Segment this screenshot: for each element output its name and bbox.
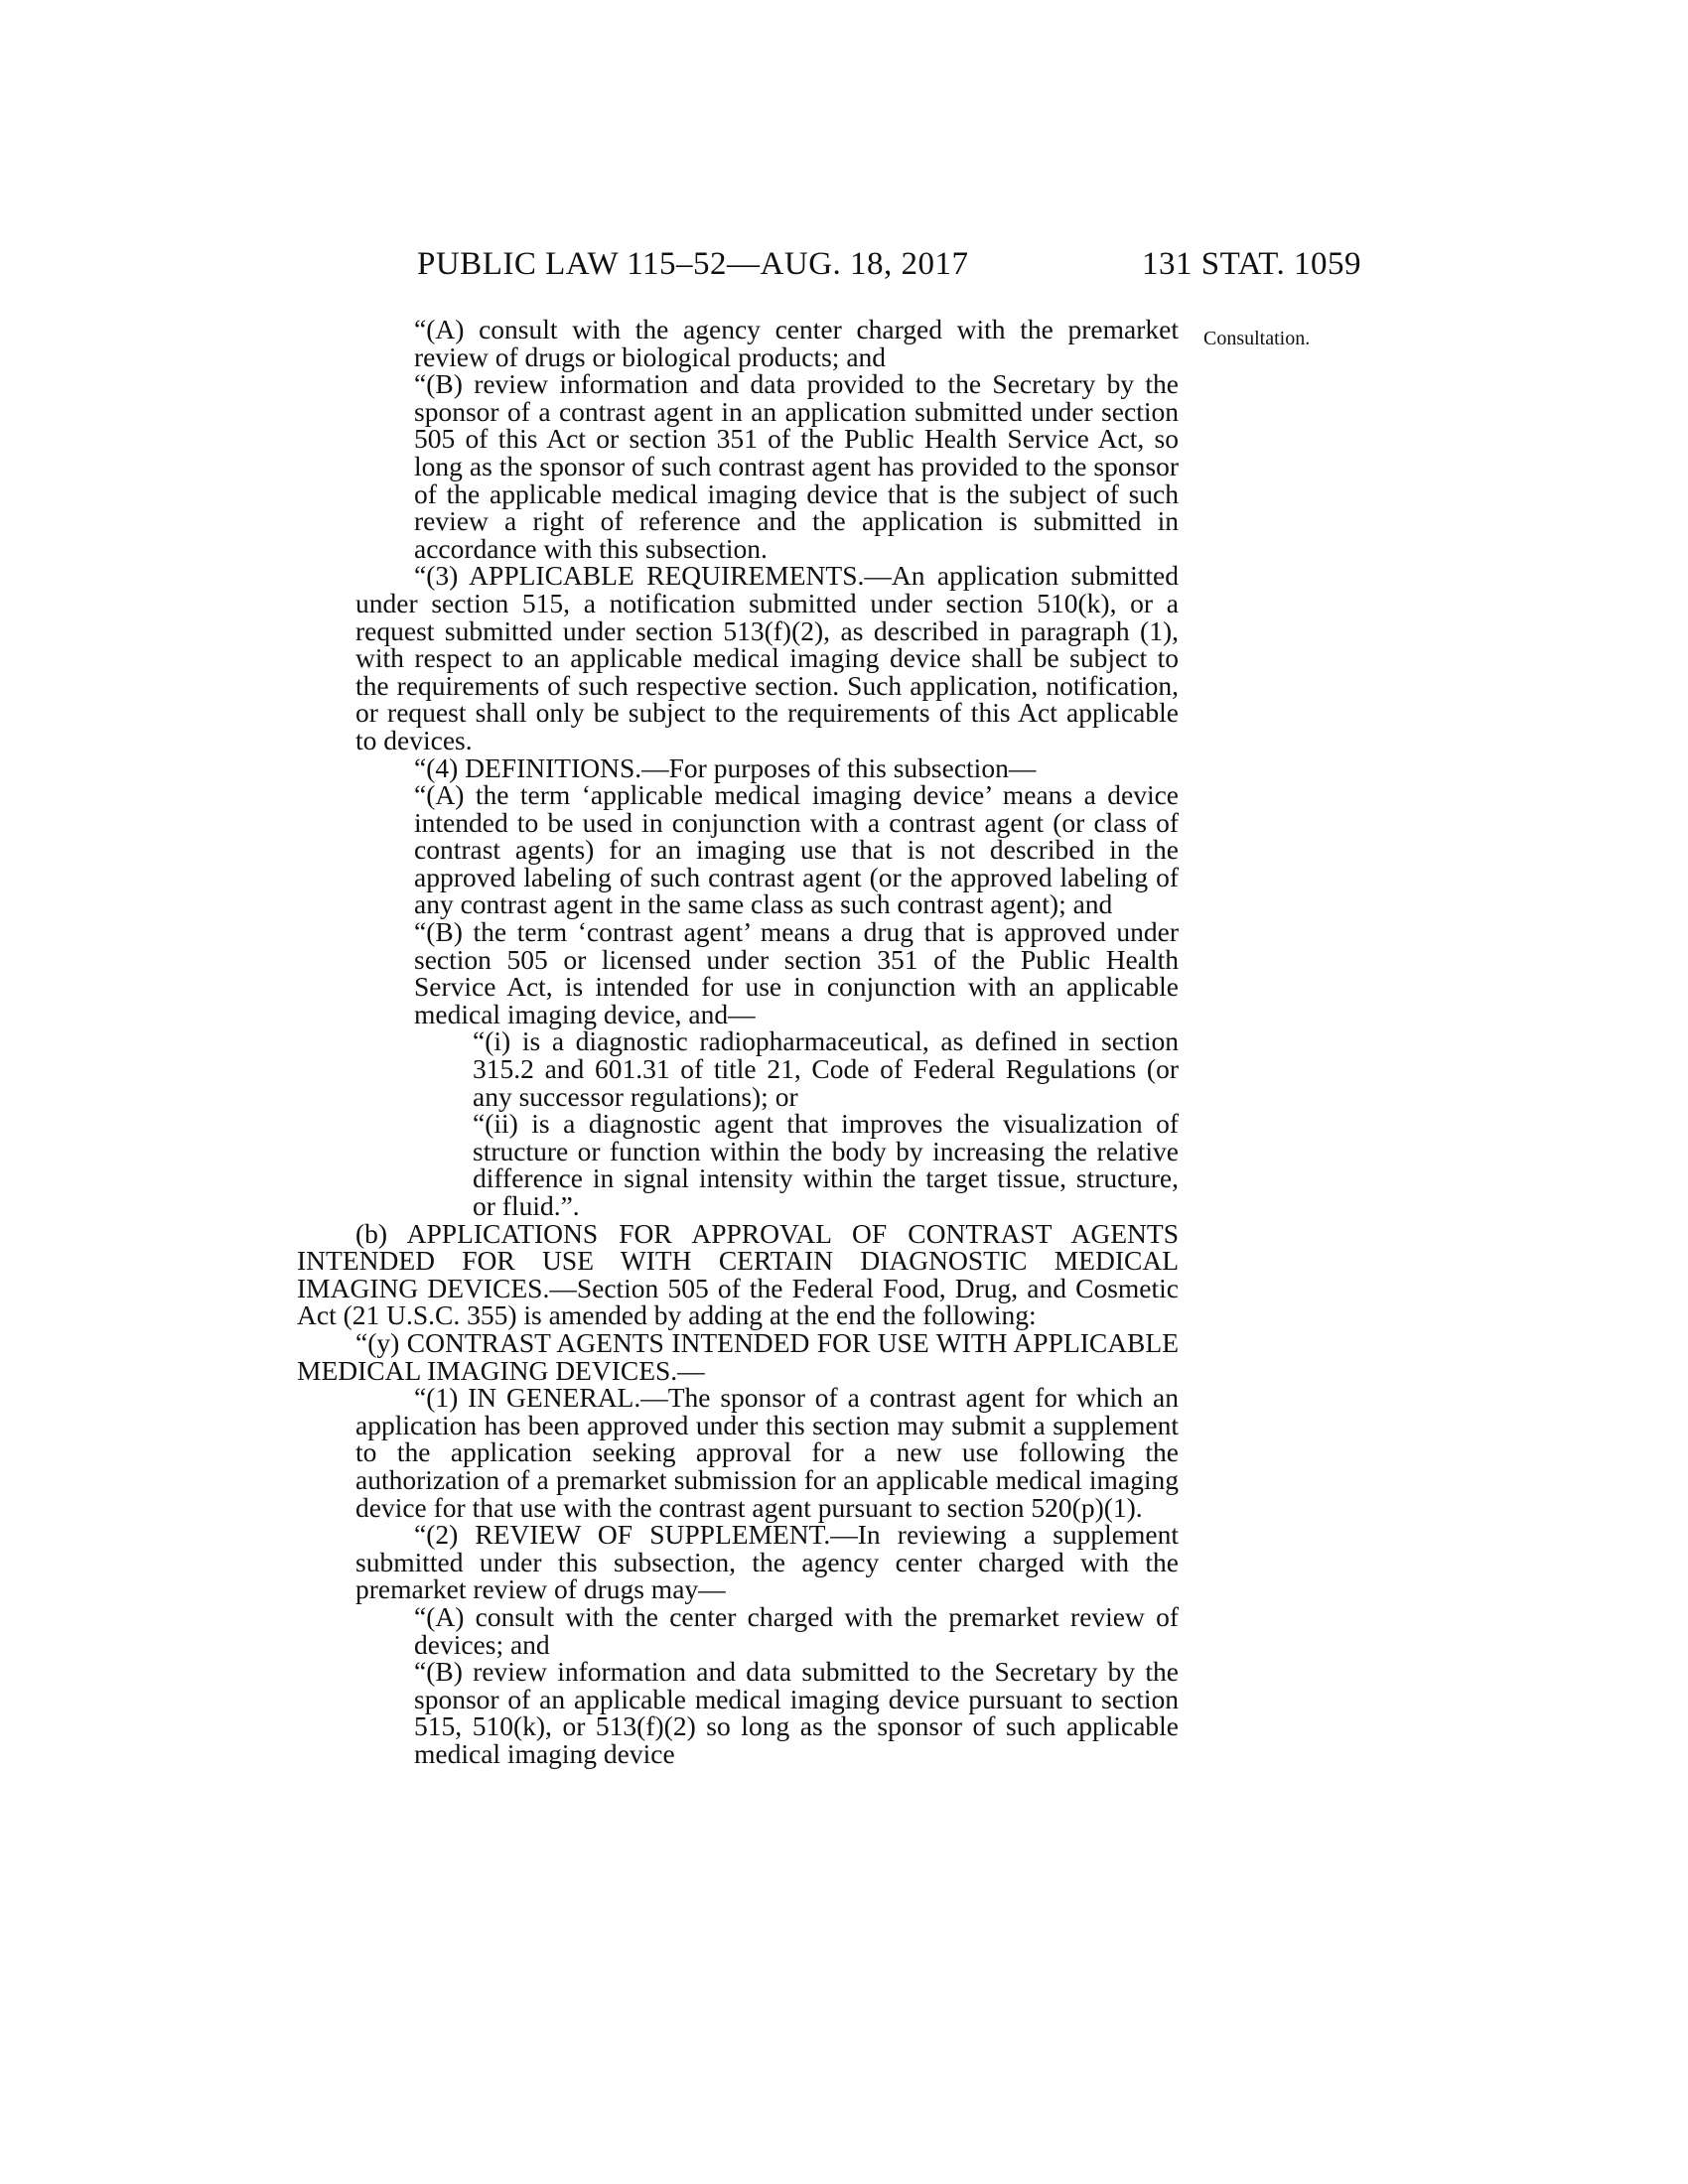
clause-ii: “(ii) is a diagnostic agent that improves the visualization of structure or function within the body by increasing the relative difference in signal intensity within the target tissue, structure, or fluid.”. — [473, 1108, 1179, 1221]
paragraph-b-review: “(B) review information and data provided to the Secretary by the sponsor of a contrast agent in an application submitted under section 505 of this Act or section 351 of the Public Health Service Act, so long as the sponsor of such contrast agent has provided to the sponsor of the applicable medical imaging device that is the subject of such review a right of reference and the application is submitted in accordance with this subsection. — [414, 368, 1179, 564]
paragraph-4a-device-term: “(A) the term ‘applicable medical imaging device’ means a device intended to be used in conjunction with a contrast agent (or class of contrast agents) for an imaging use that is not described in the approved labeling of such contrast agent (or the approved labeling of any contrast agent in the same class as such contrast agent); and — [414, 779, 1179, 920]
page-header-title: PUBLIC LAW 115–52—AUG. 18, 2017 — [417, 246, 969, 282]
paragraph-a-consult: “(A) consult with the agency center charged with the premarket review of drugs or biological products; and — [414, 314, 1179, 372]
paragraph-4b-agent-term: “(B) the term ‘contrast agent’ means a drug that is approved under section 505 or licensed under section 351 of the Public Health Service Act, is intended for use in conjunction with an applicable medical imaging device, and— — [414, 916, 1179, 1029]
subsection-b-heading: (b) APPLICATIONS FOR APPROVAL OF CONTRAST AGENTS INTENDED FOR USE WITH CERTAIN DIAGNOSTIC MEDICAL IMAGING DEVICES.—Section 505 of the Federal Food, Drug, and Cosmetic Act (21 U.S.C. 355) is amended by adding at the end the following: — [297, 1217, 1179, 1331]
paragraph-y2b-review: “(B) review information and data submitted to the Secretary by the sponsor of an applicable medical imaging device pursuant to section 515, 510(k), or 513(f)(2) so long as the sponsor of such applicable medical imaging device — [414, 1656, 1179, 1769]
statute-body — [297, 316, 1179, 1767]
clause-i: “(i) is a diagnostic radiopharmaceutical, as defined in section 315.2 and 601.31 of title 21, Code of Federal Regulations (or any successor regulations); or — [473, 1025, 1179, 1112]
margin-note: Consultation. — [1203, 328, 1311, 349]
paragraph-y2-review: “(2) REVIEW OF SUPPLEMENT.—In reviewing a supplement submitted under this subsection, the agency center charged with the premarket review of drugs may— — [355, 1519, 1179, 1605]
paragraph-3-requirements: “(3) APPLICABLE REQUIREMENTS.—An application submitted under section 515, a notification submitted under section 510(k), or a request submitted under section 513(f)(2), as described in paragraph (1), with respect to an applicable medical imaging device shall be subject to the requirements of such respective section. Such application, notification, or request shall only be subject to the requirements of this Act applicable to devices. — [355, 560, 1179, 755]
paragraph-4-definitions: “(4) DEFINITIONS.—For purposes of this subsection— — [414, 751, 1037, 783]
paragraph-y1-general: “(1) IN GENERAL.—The sponsor of a contrast agent for which an application has been approved under this section may submit a supplement to the application seeking approval for a new use following the authorization of a premarket submission for an applicable medical imaging device for that use with the contrast agent pursuant to section 520(p)(1). — [355, 1382, 1179, 1523]
paragraph-y2a-consult: “(A) consult with the center charged with the premarket review of devices; and — [414, 1600, 1179, 1660]
subsection-y-heading: “(y) CONTRAST AGENTS INTENDED FOR USE WITH APPLICABLE MEDICAL IMAGING DEVICES.— — [297, 1326, 1179, 1386]
page-header-citation: 131 STAT. 1059 — [1142, 246, 1362, 282]
